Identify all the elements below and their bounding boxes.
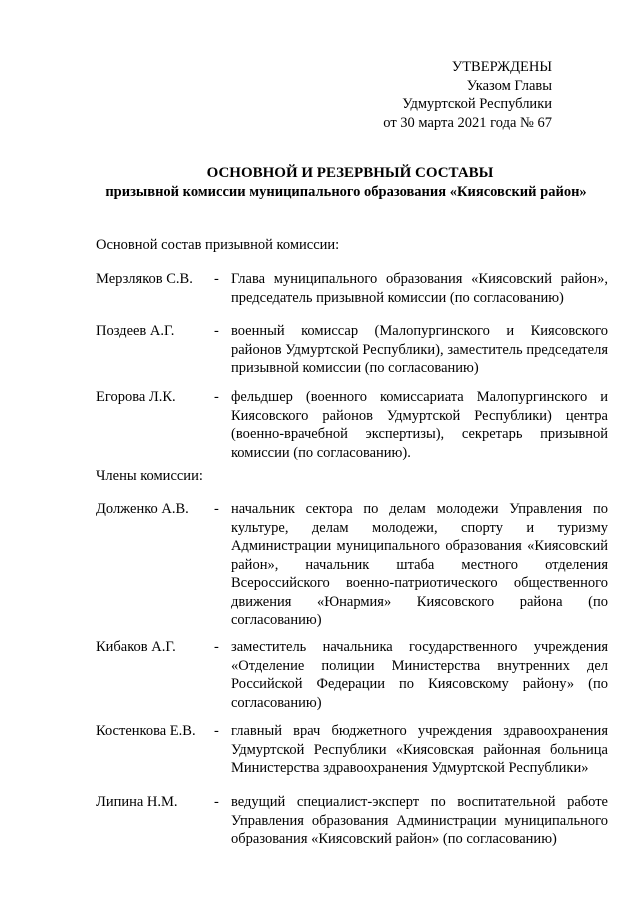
member-dash: - [214, 794, 219, 810]
member-role: заместитель начальника государственного учреждения «Отделение полиции Министерства внутренних дел Российской Федерации по Киясовскому району» (по согласованию) [231, 639, 608, 711]
member-role: фельдшер (военного комиссариата Малопургинского и Киясовского районов Удмуртской Республики) центра (военно-врачебной экспертизы), секретарь призывной комиссии (по согласованию). [231, 389, 608, 461]
member-dash: - [214, 271, 219, 287]
member-name: Кибаков А.Г. [96, 639, 176, 655]
approval-line-3: Удмуртской Республики [402, 96, 552, 112]
document-title: ОСНОВНОЙ И РЕЗЕРВНЫЙ СОСТАВЫ [206, 165, 494, 181]
approval-line-4: от 30 марта 2021 года № 67 [383, 114, 552, 131]
document-subtitle: призывной комиссии муниципального образования «Киясовский район» [105, 184, 587, 200]
member-name: Поздеев А.Г. [96, 323, 175, 339]
main-composition-heading: Основной состав призывной комиссии: [96, 237, 340, 253]
member-role: ведущий специалист-эксперт по воспитательной работе Управления образования Администрации муниципального образования «Киясовский район» (по согласованию) [231, 794, 608, 847]
member-dash: - [214, 723, 219, 739]
approval-line-1: УТВЕРЖДЕНЫ [451, 59, 552, 75]
commission-members-heading: Члены комиссии: [96, 468, 203, 484]
member-name: Долженко А.В. [96, 501, 189, 517]
approval-stamp [383, 58, 552, 132]
member-role: начальник сектора по делам молодежи Управления по культуре, делам молодежи, спорту и туризму Администрации муниципального образования «Киясовский район», начальник штаба местного отделения Всероссийского военно-патриотического общественного движения «Юнармия» Киясовского района (по согласованию) [231, 501, 608, 628]
member-role: военный комиссар (Малопургинского и Киясовского районов Удмуртской Республики), заместитель председателя призывной комиссии (по согласованию) [231, 323, 608, 376]
member-name: Костенкова Е.В. [96, 723, 196, 739]
member-dash: - [214, 389, 219, 405]
document-title-block [0, 163, 640, 202]
member-dash: - [214, 501, 219, 517]
approval-line-2: Указом Главы [466, 77, 552, 94]
member-role: главный врач бюджетного учреждения здравоохранения Удмуртской Республики «Киясовская районная больница Министерства здравоохранения Удмуртской Республики» [231, 723, 608, 776]
member-name: Егорова Л.К. [96, 389, 176, 405]
member-name: Липина Н.М. [96, 794, 178, 810]
member-name: Мерзляков С.В. [96, 271, 193, 287]
member-dash: - [214, 639, 219, 655]
member-role: Глава муниципального образования «Киясовский район», председатель призывной комиссии (по согласованию) [231, 271, 608, 306]
member-dash: - [214, 323, 219, 339]
